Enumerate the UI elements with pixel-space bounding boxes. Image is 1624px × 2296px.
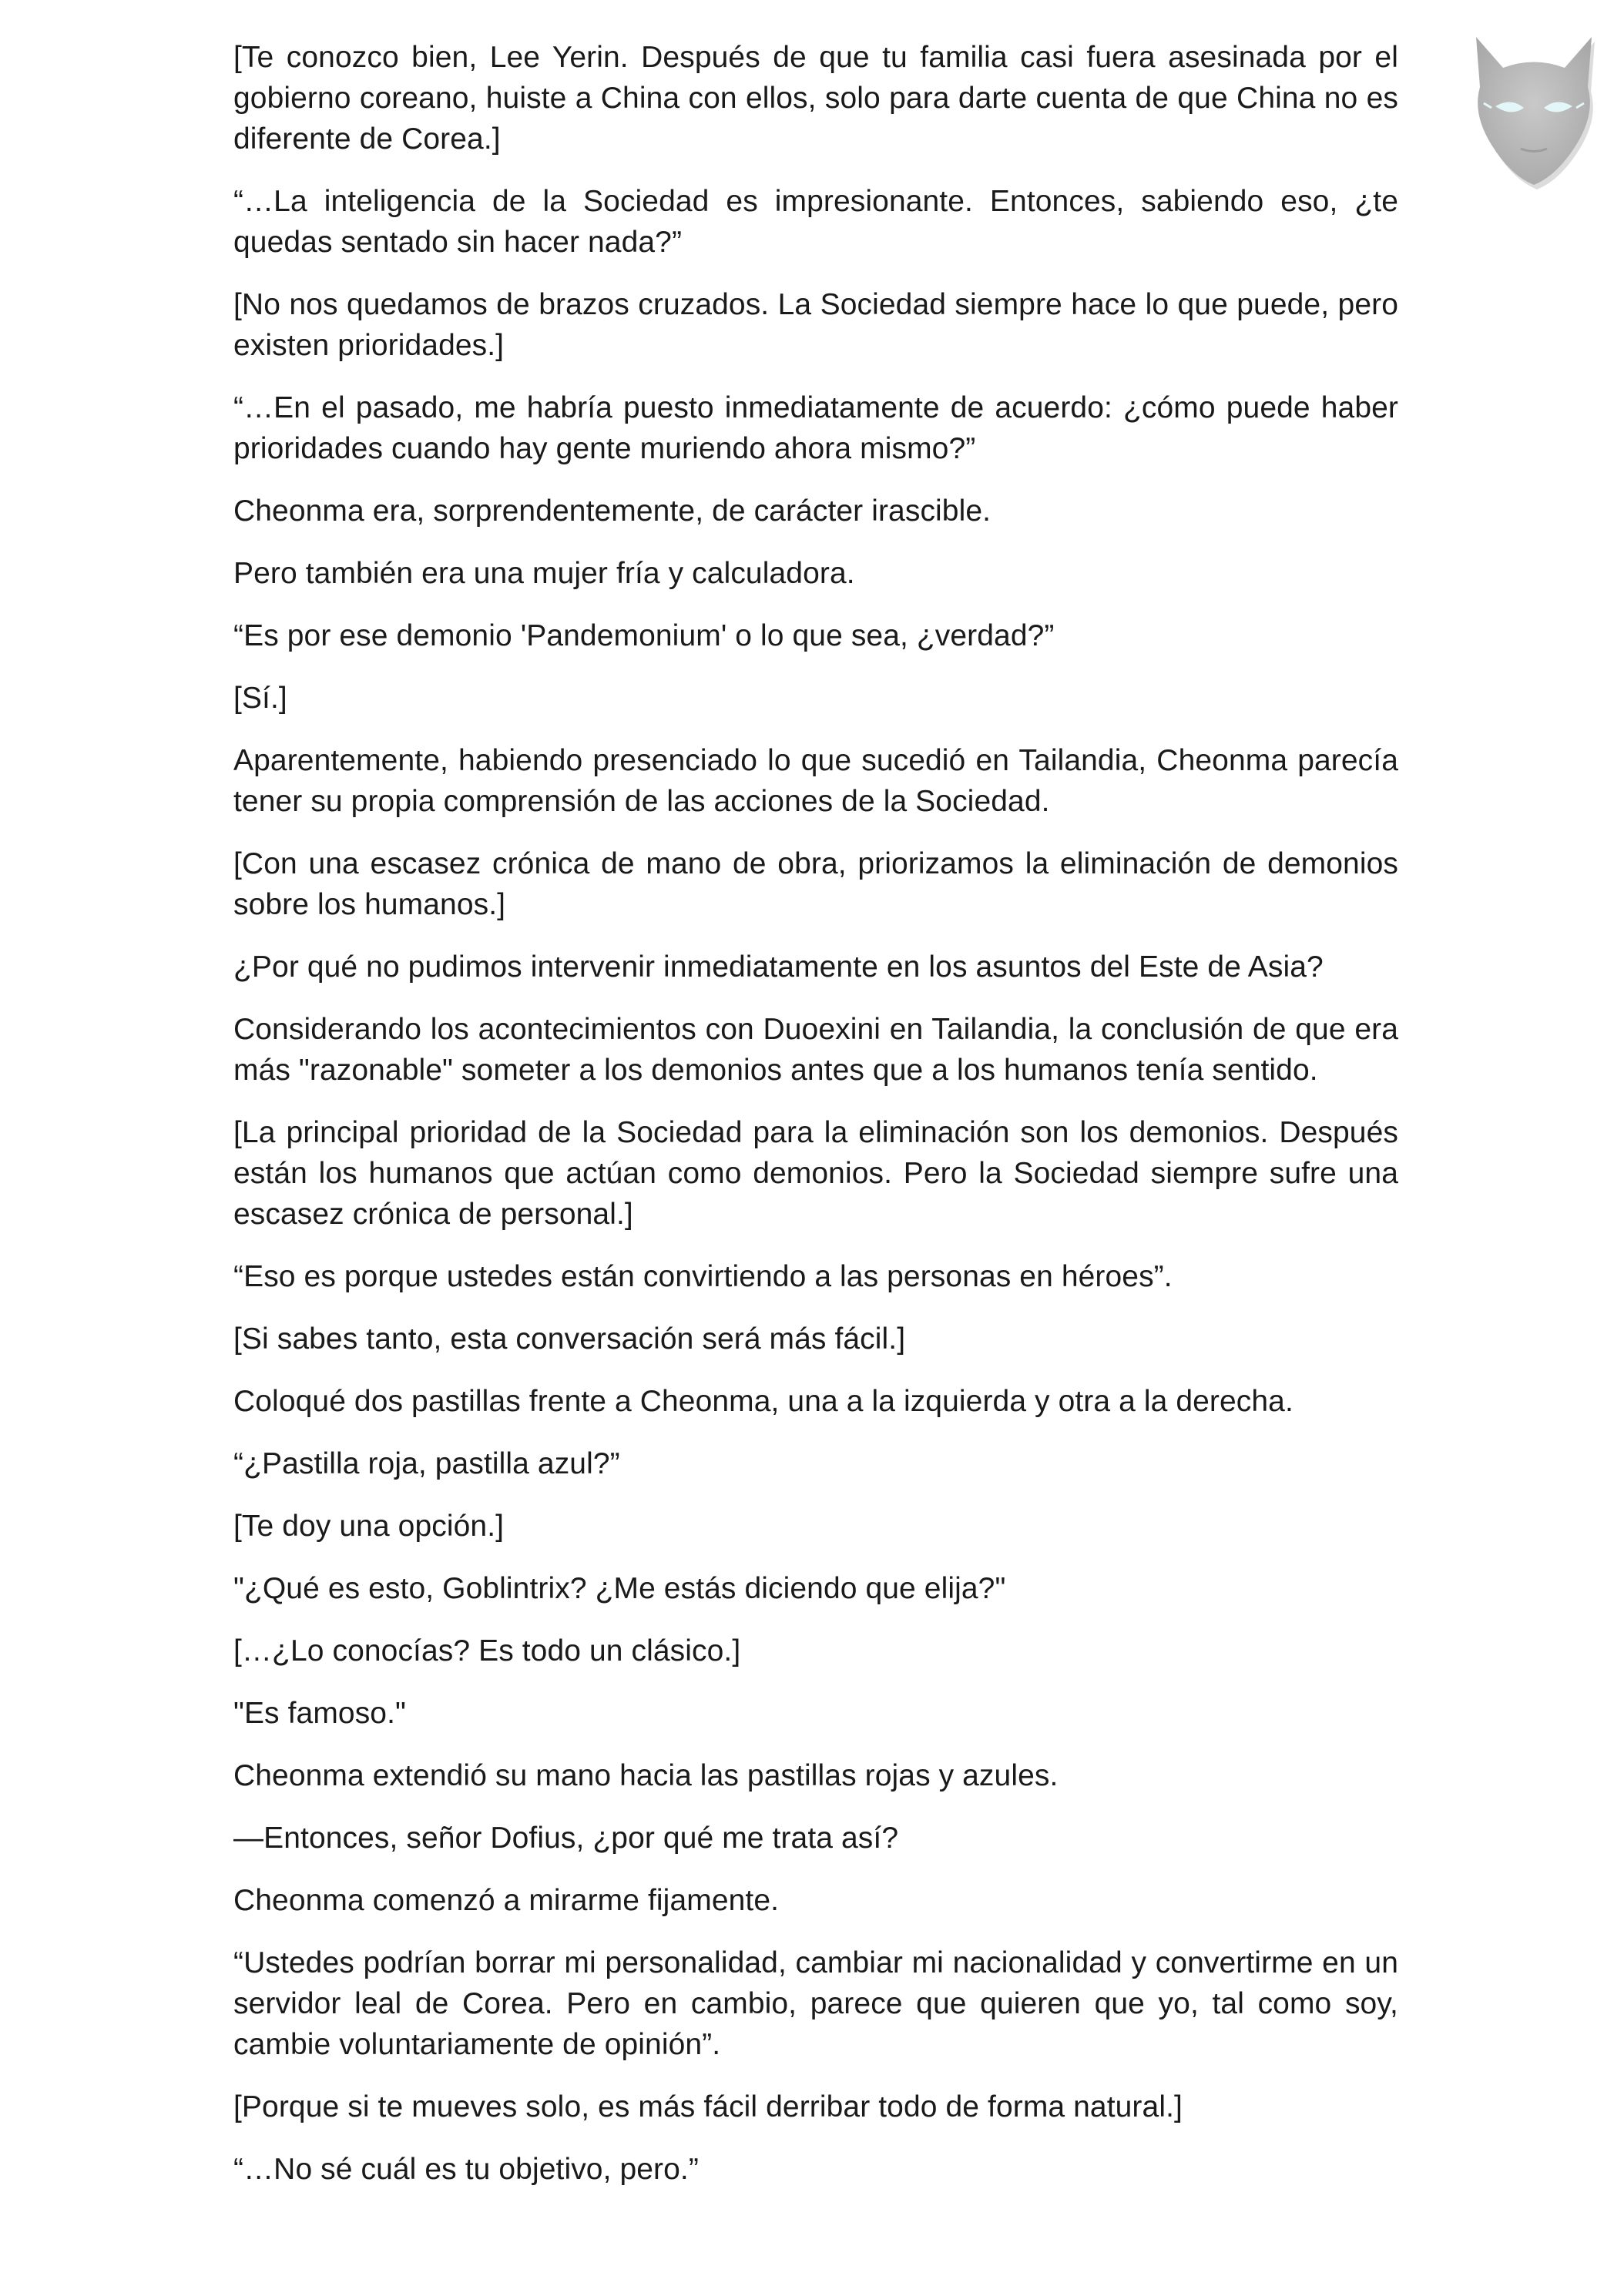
document-body [233, 37, 1398, 2211]
paragraph: "Es famoso." [233, 1697, 406, 1730]
paragraph: “…No sé cuál es tu objetivo, pero.” [233, 2153, 699, 2186]
paragraph: Cheonma comenzó a mirarme fijamente. [233, 1884, 780, 1917]
paragraph: "¿Qué es esto, Goblintrix? ¿Me estás diciendo que elija?" [233, 1572, 1006, 1605]
paragraph: —Entonces, señor Dofius, ¿por qué me trata así? [233, 1822, 899, 1855]
paragraph: “Es por ese demonio 'Pandemonium' o lo que sea, ¿verdad?” [233, 619, 1055, 652]
paragraph: [Te conozco bien, Lee Yerin. Después de que tu familia casi fuera asesinada por el gobierno coreano, huiste a China con ellos, solo para darte cuenta de que China no es diferente de Corea.] [233, 41, 1398, 156]
paragraph: Coloqué dos pastillas frente a Cheonma, una a la izquierda y otra a la derecha. [233, 1385, 1293, 1418]
demon-mask-logo-icon [1461, 14, 1607, 191]
paragraph: [Te doy una opción.] [233, 1510, 505, 1543]
paragraph: [Con una escasez crónica de mano de obra, priorizamos la eliminación de demonios sobre los humanos.] [233, 847, 1398, 921]
paragraph: […¿Lo conocías? Es todo un clásico.] [233, 1634, 741, 1668]
paragraph: “…En el pasado, me habría puesto inmediatamente de acuerdo: ¿cómo puede haber prioridades cuando hay gente muriendo ahora mismo?” [233, 391, 1398, 465]
paragraph: Pero también era una mujer fría y calculadora. [233, 557, 855, 590]
paragraph: [Sí.] [233, 682, 287, 715]
paragraph: Considerando los acontecimientos con Duoexini en Tailandia, la conclusión de que era más "razonable" someter a los demonios antes que a los humanos tenía sentido. [233, 1013, 1398, 1087]
paragraph: [Porque si te mueves solo, es más fácil derribar todo de forma natural.] [233, 2090, 1183, 2123]
paragraph: “Ustedes podrían borrar mi personalidad, cambiar mi nacionalidad y convertirme en un servidor leal de Corea. Pero en cambio, parece que quieren que yo, tal como soy, cambie voluntariamente de opinión”. [233, 1946, 1398, 2061]
paragraph: “Eso es porque ustedes están convirtiendo a las personas en héroes”. [233, 1260, 1173, 1293]
paragraph: ¿Por qué no pudimos intervenir inmediatamente en los asuntos del Este de Asia? [233, 950, 1324, 984]
paragraph: [No nos quedamos de brazos cruzados. La Sociedad siempre hace lo que puede, pero existen prioridades.] [233, 288, 1398, 362]
paragraph: Cheonma era, sorprendentemente, de carácter irascible. [233, 494, 992, 528]
paragraph: [La principal prioridad de la Sociedad para la eliminación son los demonios. Después están los humanos que actúan como demonios. Pero la Sociedad siempre sufre una escasez crónica de personal.] [233, 1116, 1398, 1231]
paragraph: Cheonma extendió su mano hacia las pastillas rojas y azules. [233, 1759, 1059, 1792]
paragraph: [Si sabes tanto, esta conversación será más fácil.] [233, 1322, 906, 1356]
paragraph: “…La inteligencia de la Sociedad es impresionante. Entonces, sabiendo eso, ¿te quedas sentado sin hacer nada?” [233, 185, 1398, 259]
paragraph: “¿Pastilla roja, pastilla azul?” [233, 1447, 620, 1480]
paragraph: Aparentemente, habiendo presenciado lo que sucedió en Tailandia, Cheonma parecía tener su propia comprensión de las acciones de la Sociedad. [233, 744, 1398, 818]
